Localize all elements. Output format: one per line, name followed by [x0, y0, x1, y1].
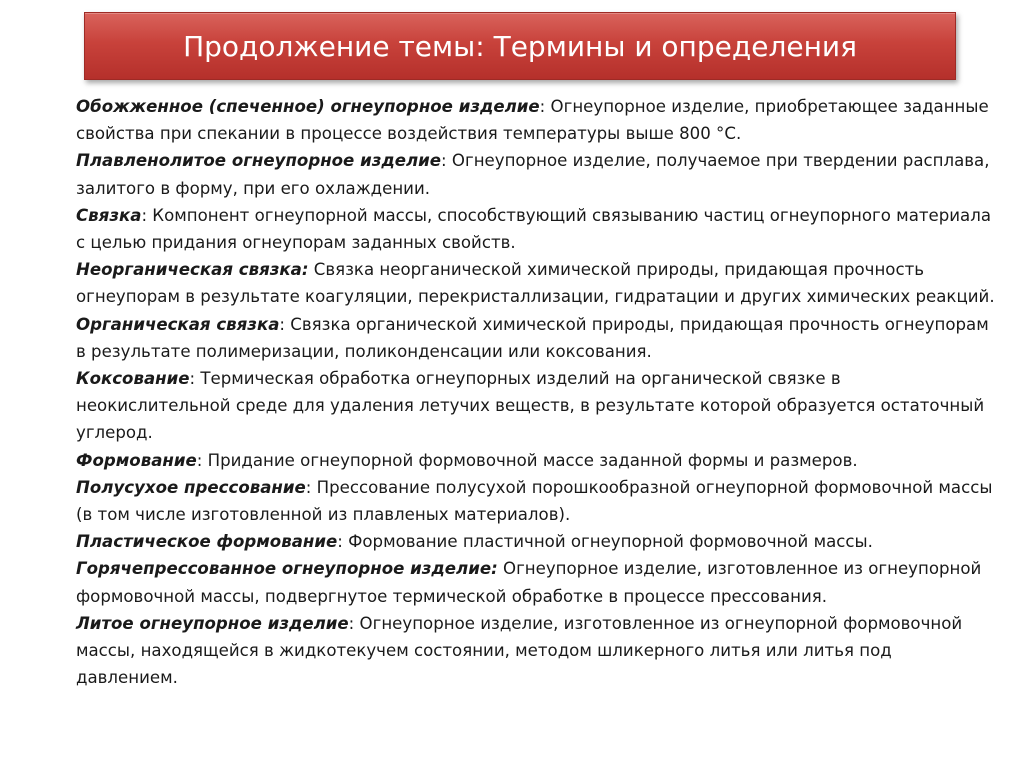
definition-text: : Термическая обработка огнеупорных изделий на органической связке в неокислительной среде для удаления летучих веществ, в результате которой образуется остаточный углерод. [76, 369, 985, 443]
definition-entry [76, 311, 996, 365]
definition-text: : Огнеупорное изделие, изготовленное из огнеупорной формовочной массы, находящейся в жидкотекучем состоянии, методом шликерного литья или литья под давлением. [76, 613, 963, 688]
definition-entry [76, 555, 996, 609]
definition-term: Горячепрессованное огнеупорное изделие: [76, 559, 498, 579]
definition-entry [76, 365, 996, 447]
definition-entry [76, 447, 996, 474]
definition-term: Неорганическая связка: [76, 260, 309, 280]
definition-term: Обожженное (спеченное) огнеупорное изделие [76, 97, 540, 116]
definition-text: : Придание огнеупорной формовочной массе заданной формы и размеров. [196, 450, 858, 470]
definition-entry [76, 147, 996, 201]
definition-term: Органическая связка [76, 314, 280, 334]
definition-entry [76, 93, 996, 147]
title-banner [84, 12, 956, 80]
definition-term: Коксование [76, 369, 190, 389]
definition-text: : Прессование полусухой порошкообразной огнеупорной формовочной массы (в том числе изготовленной из плавленых материалов). [76, 477, 993, 525]
definition-text: : Формование пластичной огнеупорной формовочной массы. [337, 532, 873, 552]
definition-text: : Связка органической химической природы, придающая прочность огнеупорам в результате полимеризации, поликонденсации или коксования. [76, 314, 989, 361]
slide-title: Продолжение темы: Термины и определения [183, 29, 857, 63]
definition-text: Огнеупорное изделие, изготовленное из огнеупорной формовочной массы, подвергнутое термической обработке в процессе прессования. [76, 559, 982, 606]
definition-term: Формование [76, 450, 197, 470]
definition-entry [76, 202, 996, 256]
definition-text: : Огнеупорное изделие, приобретающее заданные свойства при спекании в процессе воздействия температуры выше 800 °С. [76, 97, 989, 144]
definition-term: Плавленолитое огнеупорное изделие [76, 151, 442, 171]
definition-text: Связка неорганической химической природы, придающая прочность огнеупорам в результате коагуляции, перекристаллизации, гидратации и других химических реакций. [76, 260, 995, 307]
definition-text: : Огнеупорное изделие, получаемое при твердении расплава, залитого в форму, при его охлаждении. [76, 151, 990, 198]
definition-term: Полусухое прессование [76, 477, 306, 497]
definition-text: : Компонент огнеупорной массы, способствующий связыванию частиц огнеупорного материала с целью придания огнеупорам заданных свойств. [76, 205, 992, 253]
definition-entry [76, 610, 996, 692]
definitions-list [76, 93, 996, 691]
definition-entry [76, 528, 996, 555]
definition-term: Литое огнеупорное изделие [76, 613, 349, 633]
definition-term: Связка [76, 205, 142, 225]
definition-entry [76, 474, 996, 528]
definition-entry [76, 256, 996, 310]
definition-term: Пластическое формование [76, 532, 338, 552]
